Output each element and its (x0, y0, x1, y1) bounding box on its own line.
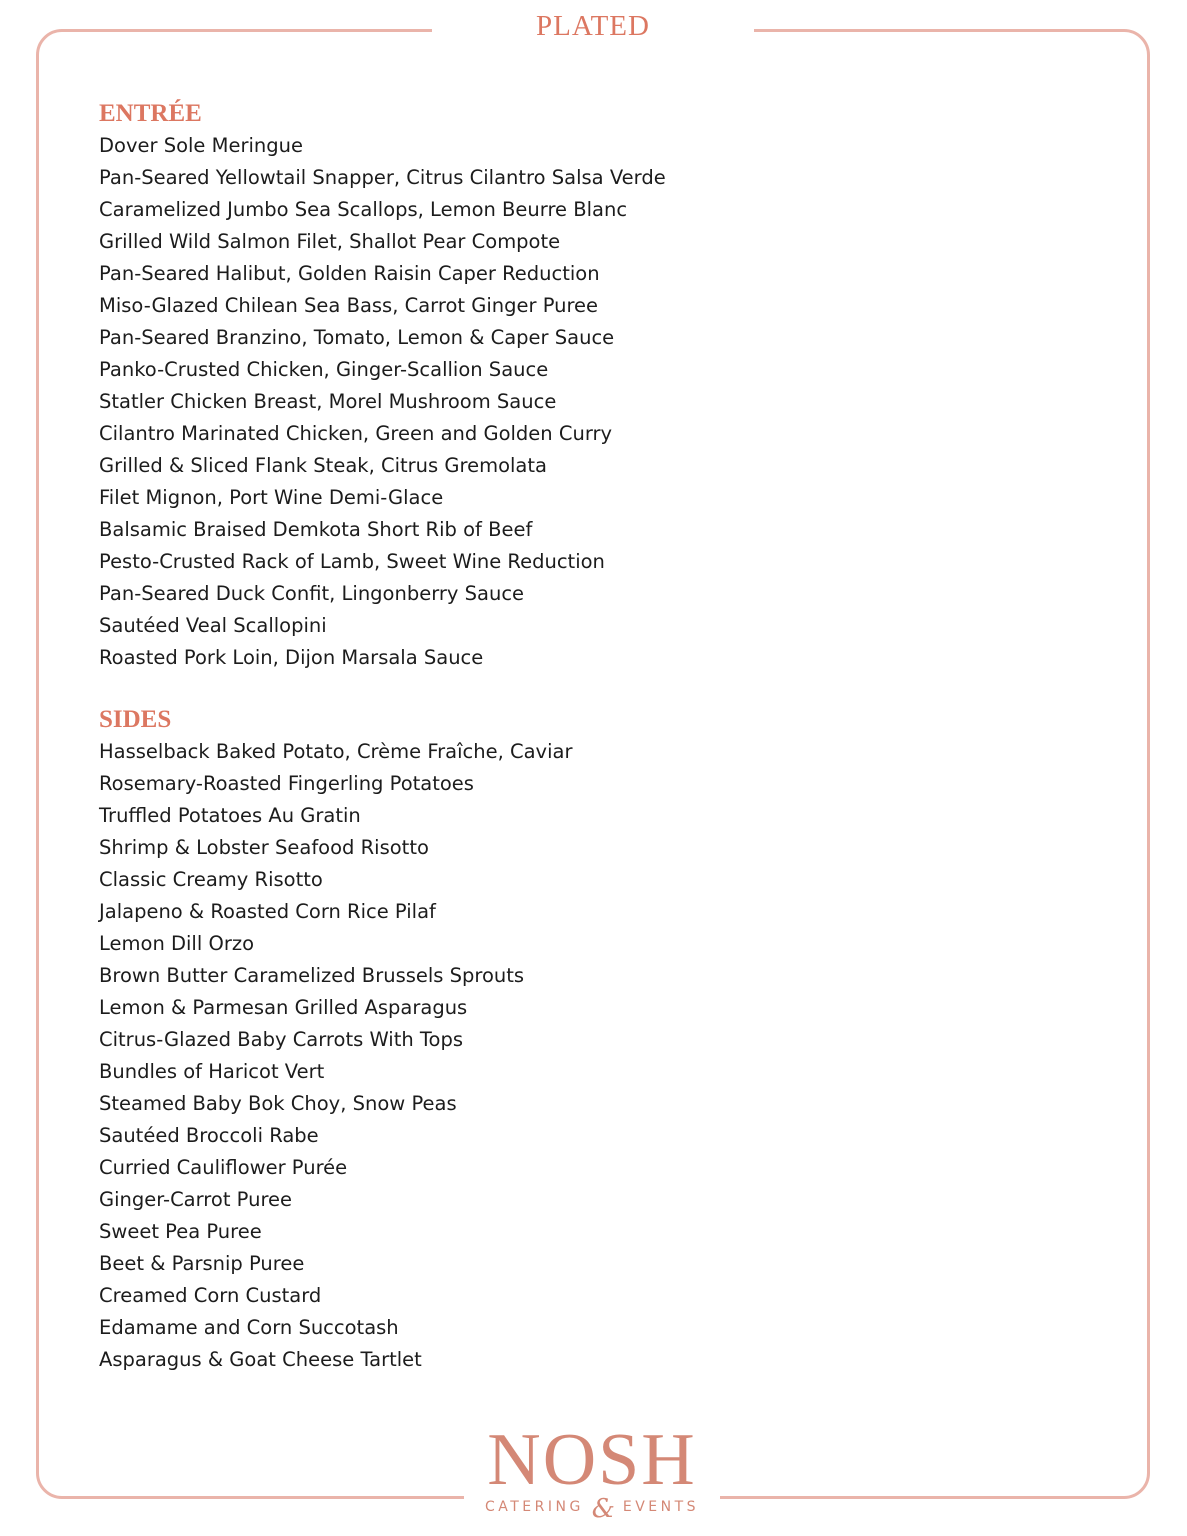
entree-item: Statler Chicken Breast, Morel Mushroom Sauce (99, 390, 557, 413)
entree-item: Pan-Seared Yellowtail Snapper, Citrus Cilantro Salsa Verde (99, 166, 666, 189)
side-item: Sweet Pea Puree (99, 1220, 262, 1243)
nosh-logo (464, 1419, 720, 1524)
side-item: Hasselback Baked Potato, Crème Fraîche, Caviar (99, 740, 573, 763)
sides-section (99, 704, 799, 1376)
entree-item: Pan-Seared Halibut, Golden Raisin Caper Reduction (99, 262, 600, 285)
entree-item: Sautéed Veal Scallopini (99, 614, 327, 637)
side-item: Truffled Potatoes Au Gratin (99, 804, 361, 827)
entree-item: Panko-Crusted Chicken, Ginger-Scallion Sauce (99, 358, 549, 381)
entree-item: Filet Mignon, Port Wine Demi-Glace (99, 486, 444, 509)
entree-item: Roasted Pork Loin, Dijon Marsala Sauce (99, 646, 484, 669)
entree-item: Caramelized Jumbo Sea Scallops, Lemon Beurre Blanc (99, 198, 628, 221)
side-item: Creamed Corn Custard (99, 1284, 322, 1307)
entree-item: Balsamic Braised Demkota Short Rib of Beef (99, 518, 533, 541)
side-item: Lemon Dill Orzo (99, 932, 255, 955)
entree-item: Pan-Seared Duck Confit, Lingonberry Sauce (99, 582, 525, 605)
logo-wordmark: NOSH (487, 1419, 697, 1501)
side-item: Steamed Baby Bok Choy, Snow Peas (99, 1092, 457, 1115)
logo-tagline-left: CATERING (484, 1499, 584, 1515)
side-item: Shrimp & Lobster Seafood Risotto (99, 836, 429, 859)
entree-item: Cilantro Marinated Chicken, Green and Golden Curry (99, 422, 613, 445)
sides-heading: SIDES (99, 706, 172, 733)
side-item: Curried Cauliflower Purée (99, 1156, 348, 1179)
side-item: Rosemary-Roasted Fingerling Potatoes (99, 772, 474, 795)
entree-list (99, 130, 799, 674)
entree-section (99, 98, 799, 674)
logo-tagline (464, 1494, 720, 1524)
logo-ampersand: & (591, 1494, 615, 1524)
side-item: Jalapeno & Roasted Corn Rice Pilaf (99, 900, 436, 923)
entree-item: Miso-Glazed Chilean Sea Bass, Carrot Ginger Puree (99, 294, 599, 317)
side-item: Beet & Parsnip Puree (99, 1252, 305, 1275)
entree-item: Dover Sole Meringue (99, 134, 303, 157)
side-item: Edamame and Corn Succotash (99, 1316, 399, 1339)
side-item: Brown Butter Caramelized Brussels Sprouts (99, 964, 525, 987)
logo-tagline-right: EVENTS (622, 1499, 700, 1515)
entree-item: Grilled Wild Salmon Filet, Shallot Pear Compote (99, 230, 561, 253)
entree-item: Pesto-Crusted Rack of Lamb, Sweet Wine Reduction (99, 550, 605, 573)
side-item: Citrus-Glazed Baby Carrots With Tops (99, 1028, 463, 1051)
side-item: Ginger-Carrot Puree (99, 1188, 293, 1211)
menu-content (99, 98, 799, 1376)
side-item: Sautéed Broccoli Rabe (99, 1124, 319, 1147)
side-item: Classic Creamy Risotto (99, 868, 323, 891)
side-item: Asparagus & Goat Cheese Tartlet (99, 1348, 422, 1371)
side-item: Lemon & Parmesan Grilled Asparagus (99, 996, 468, 1019)
sides-list (99, 736, 799, 1376)
entree-heading: ENTRÉE (99, 100, 202, 127)
entree-item: Grilled & Sliced Flank Steak, Citrus Gremolata (99, 454, 547, 477)
side-item: Bundles of Haricot Vert (99, 1060, 325, 1083)
page-title: PLATED (536, 10, 650, 42)
entree-item: Pan-Seared Branzino, Tomato, Lemon & Caper Sauce (99, 326, 615, 349)
